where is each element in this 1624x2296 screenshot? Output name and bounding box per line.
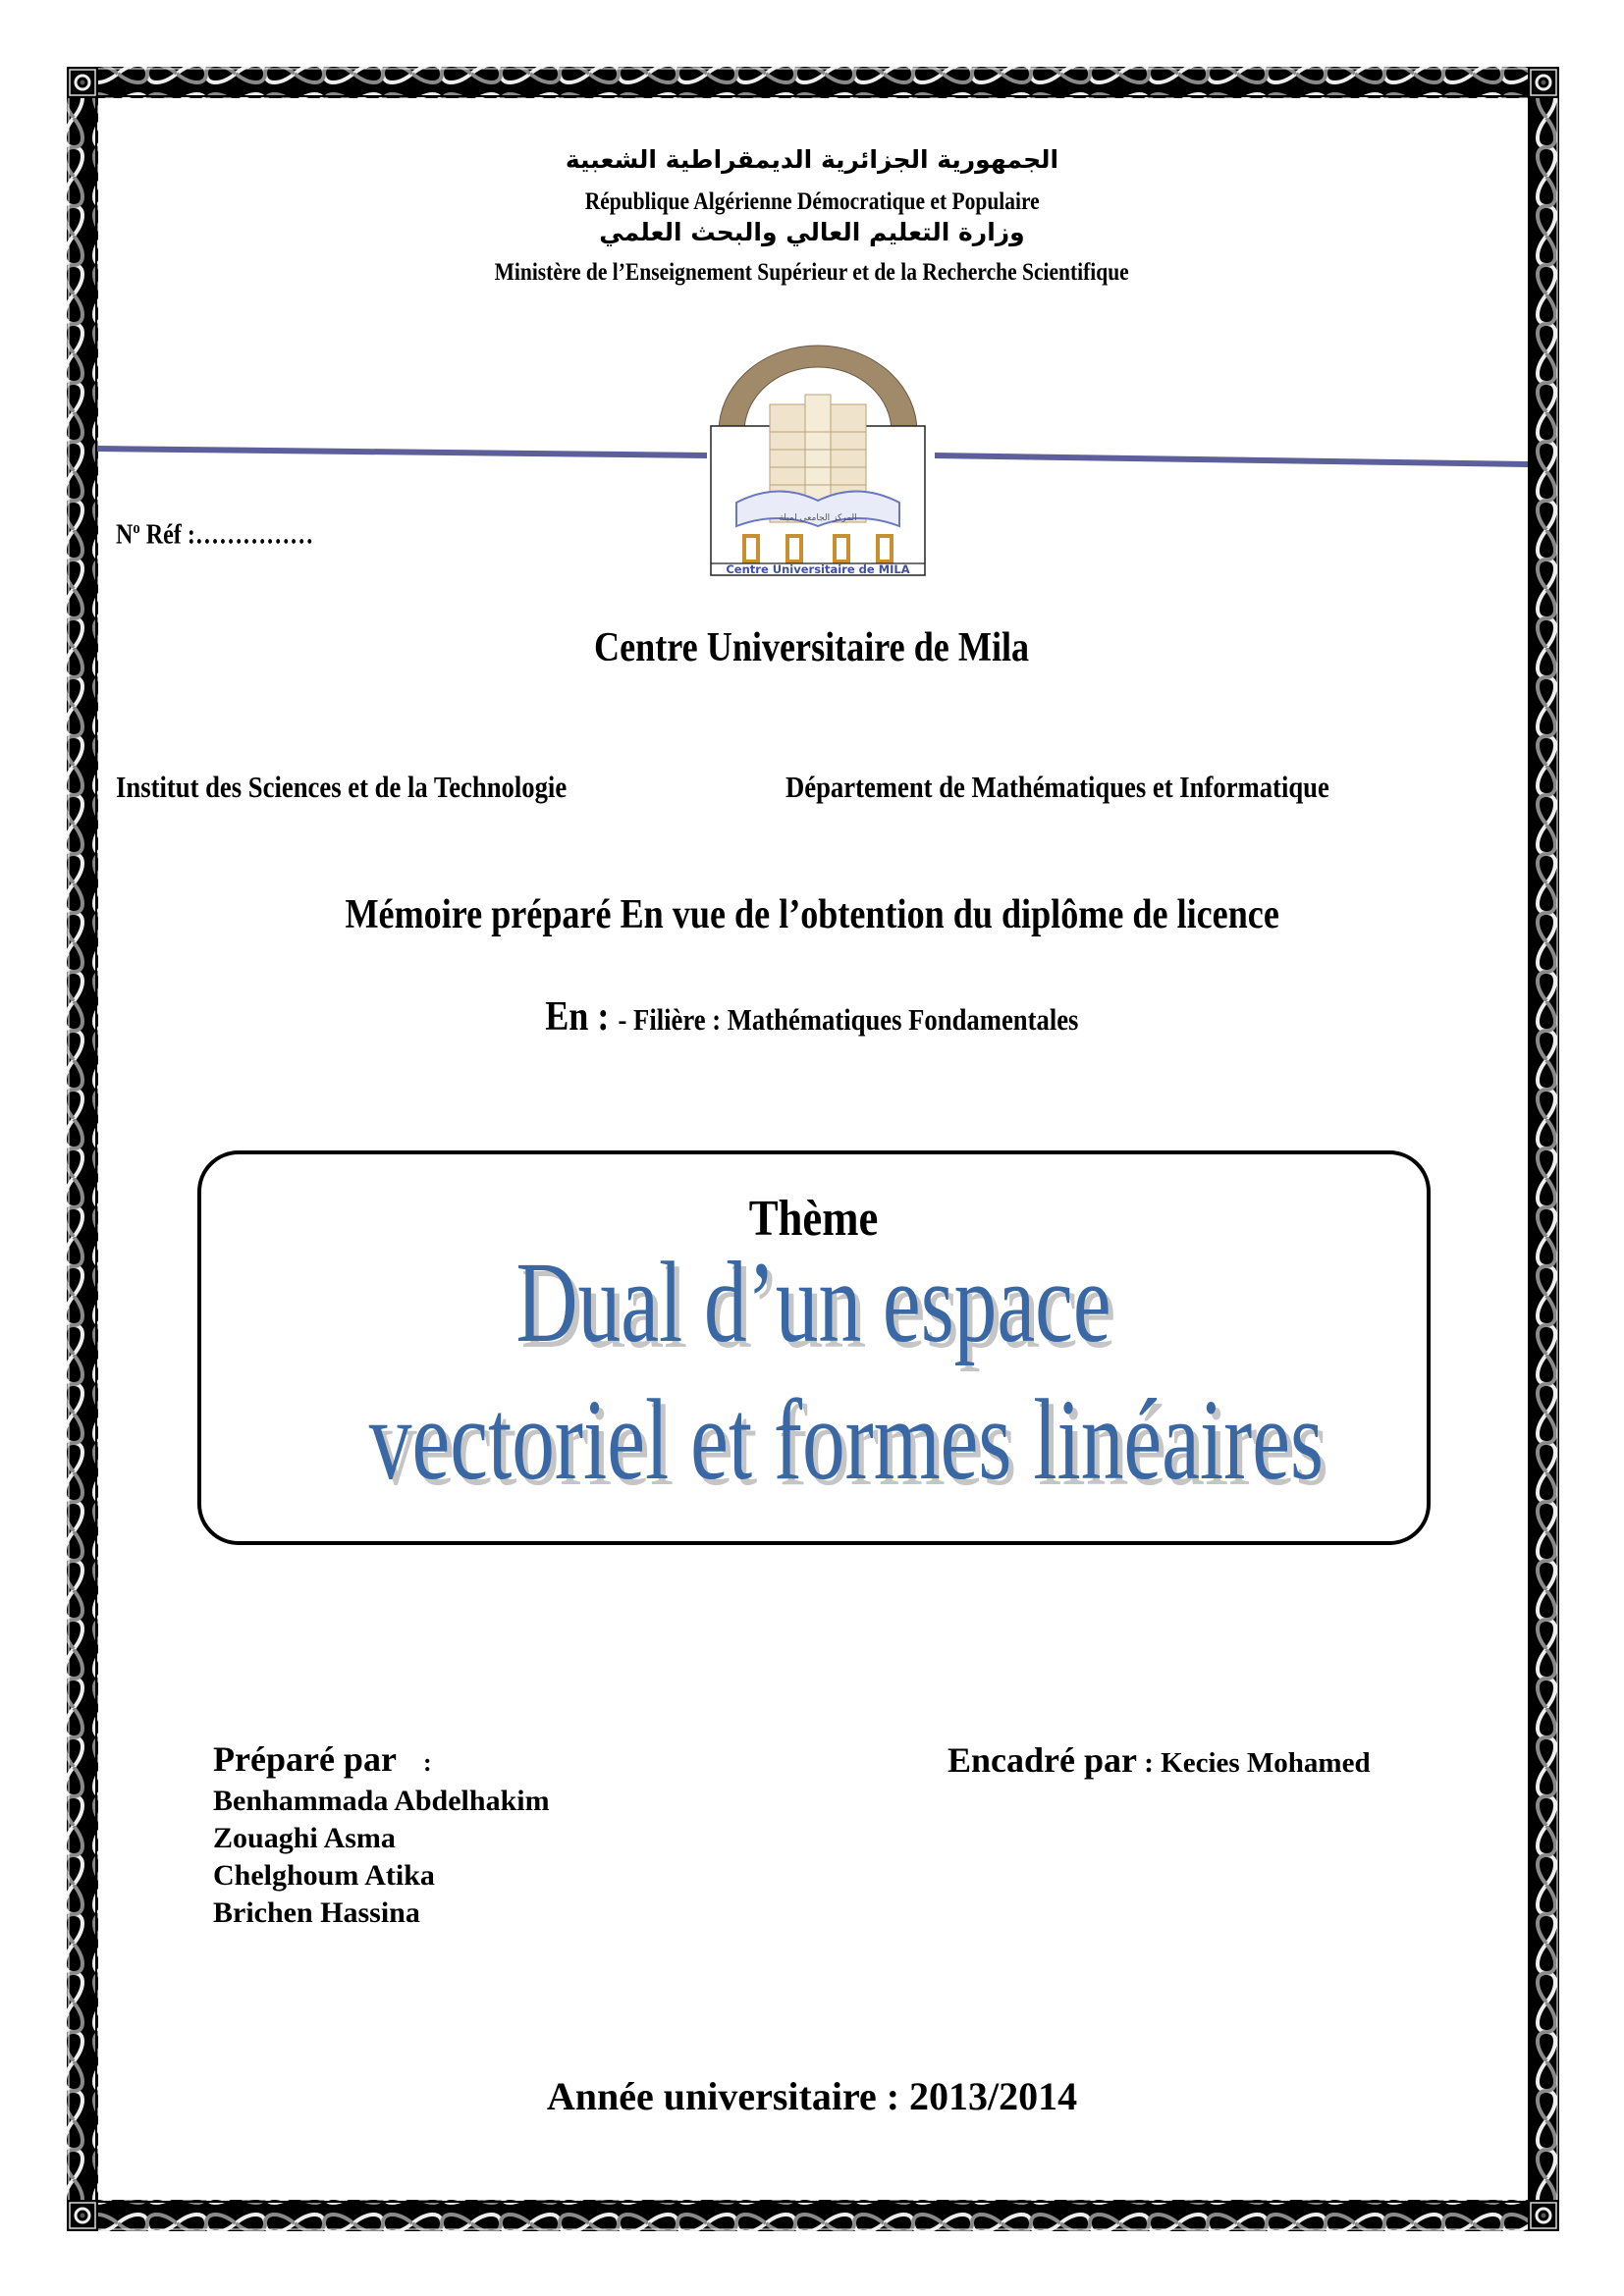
memoire-statement: Mémoire préparé En vue de l’obtention du diplôme de licence xyxy=(345,892,1279,937)
theme-box xyxy=(197,1150,1431,1545)
theme-label: Thème xyxy=(749,1191,879,1247)
theme-title-line-2: vectoriel et formes linéaires xyxy=(368,1375,1325,1504)
theme-title-line-1: Dual d’un espace xyxy=(515,1238,1112,1366)
student-name: Brichen Hassina xyxy=(213,1896,420,1929)
student-name: Zouaghi Asma xyxy=(213,1822,396,1854)
reference-number: $N^o$ Réf :…………… xyxy=(116,518,314,551)
separator-left xyxy=(97,446,707,458)
header-republic: République Algérienne Démocratique et Populaire xyxy=(584,188,1040,215)
institute-name: Institut des Sciences et de la Technologie xyxy=(116,770,568,804)
header-arabic-ministry: وزارة التعليم العالي والبحث العلمي xyxy=(599,218,1025,246)
student-name: Chelghoum Atika xyxy=(213,1859,435,1892)
prepared-by-label: Préparé par : xyxy=(213,1739,432,1779)
student-list xyxy=(213,1783,550,1932)
header-ministry: Ministère de l’Enseignement Supérieur et de la Recherche Scientifique xyxy=(494,259,1130,286)
supervised-by: Encadré par : Kecies Mohamed xyxy=(947,1740,1371,1780)
prepared-by-section xyxy=(213,1739,550,1932)
svg-text:Centre Universitaire de MILA: Centre Universitaire de MILA xyxy=(726,562,910,576)
svg-text:المركز الجامعي لميلة: المركز الجامعي لميلة xyxy=(779,513,857,523)
academic-year: Année universitaire : 2013/2014 xyxy=(546,2074,1078,2118)
filiere-line: En : - Filière : Mathématiques Fondamentales xyxy=(545,994,1079,1040)
header-arabic-republic: الجمهورية الجزائرية الديمقراطية الشعبية xyxy=(565,145,1059,174)
university-logo xyxy=(709,344,927,577)
student-name: Benhammada Abdelhakim xyxy=(213,1785,550,1817)
department-name: Département de Mathématiques et Informatique xyxy=(785,770,1329,804)
separator-right xyxy=(935,453,1528,467)
institution-name: Centre Universitaire de Mila xyxy=(594,625,1030,670)
